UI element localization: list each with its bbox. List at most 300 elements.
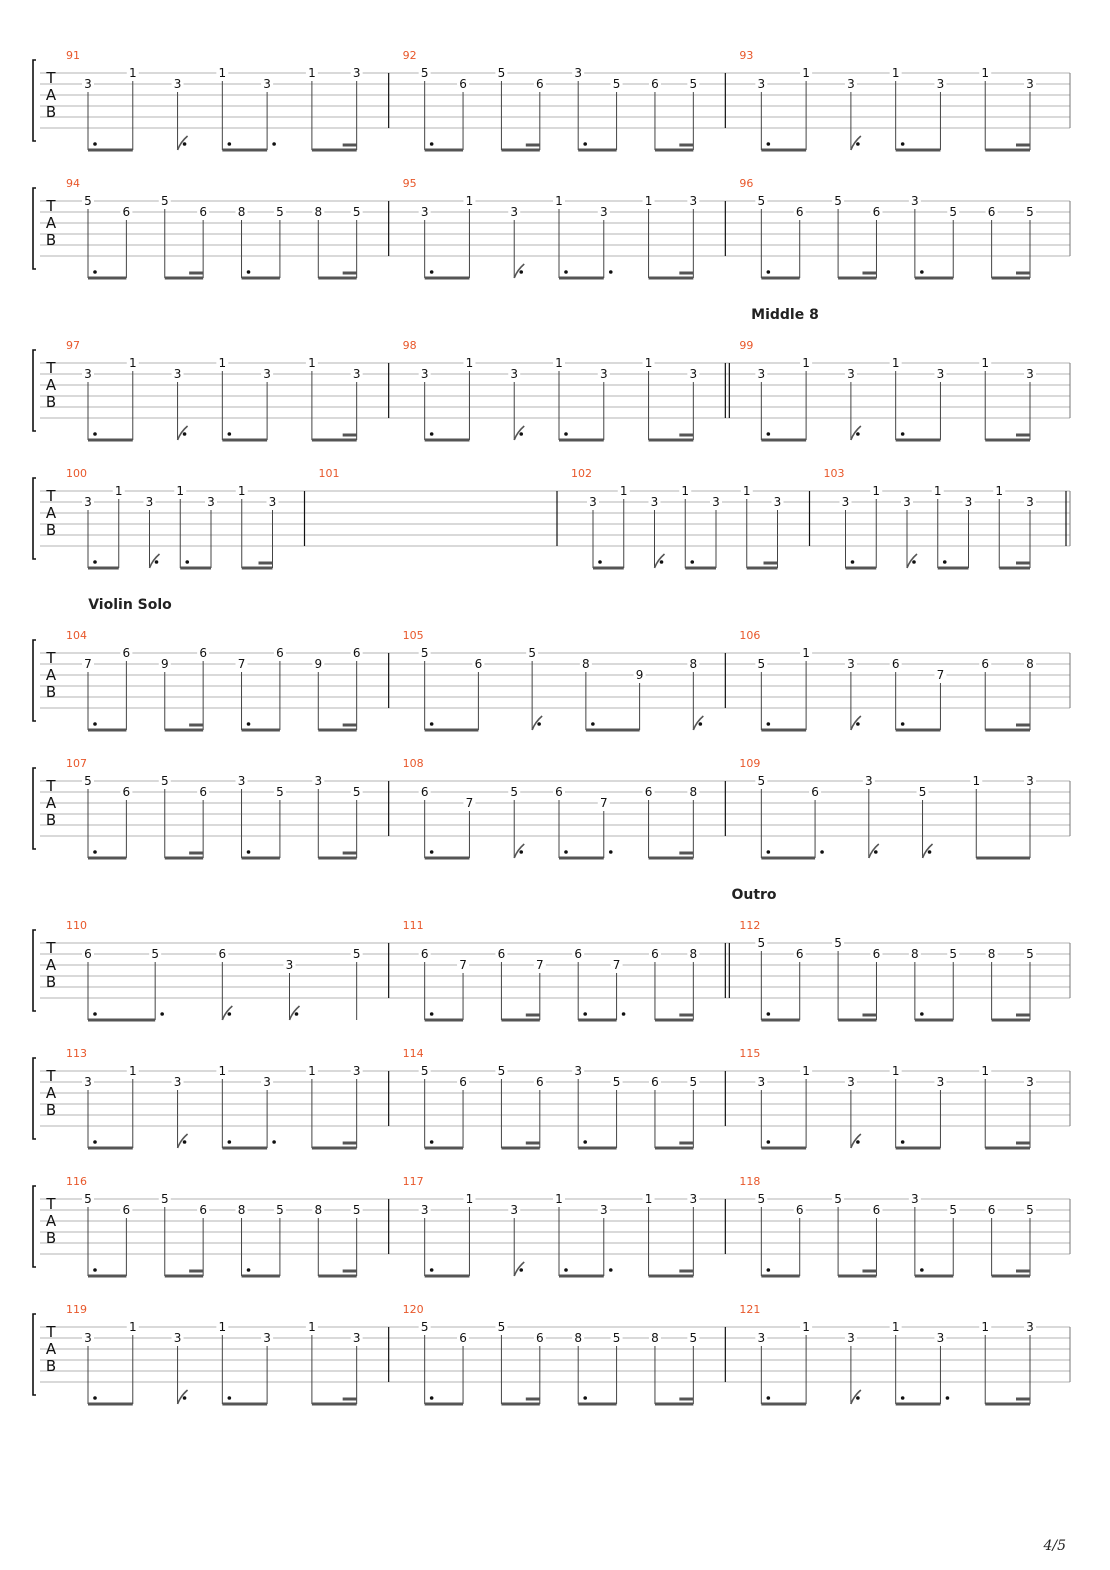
- fret-number: 3: [599, 205, 608, 219]
- rhythm-dot: [856, 1396, 860, 1400]
- tab-clef-letter: T: [46, 69, 56, 87]
- fret-number: 5: [1026, 205, 1034, 219]
- rhythm-dot: [183, 1396, 187, 1400]
- fret-number: 3: [352, 1331, 361, 1345]
- fret-number: 1: [802, 646, 810, 660]
- fret-number: 1: [981, 1320, 990, 1334]
- fret-number: 6: [987, 1203, 996, 1217]
- rhythm-dot: [519, 270, 523, 274]
- rhythm-dot: [767, 1396, 771, 1400]
- tab-clef-letter: T: [46, 1195, 56, 1213]
- note-flag: [869, 844, 879, 858]
- rhythm-dot: [430, 1268, 434, 1272]
- fret-number: 1: [465, 1192, 474, 1206]
- measure-number: 97: [66, 339, 80, 352]
- rhythm-dot: [583, 1012, 587, 1016]
- fret-number: 6: [122, 785, 131, 799]
- tab-clef-letter: B: [45, 231, 57, 249]
- fret-number: 3: [84, 1331, 92, 1345]
- measure-number: 101: [318, 467, 340, 480]
- measure-number: 91: [66, 49, 80, 62]
- fret-number: 6: [474, 657, 483, 671]
- rhythm-dot: [247, 1268, 251, 1272]
- fret-number: 1: [555, 194, 563, 208]
- fret-number: 1: [308, 356, 316, 370]
- fret-number: 5: [510, 785, 519, 799]
- tab-clef-letter: B: [45, 811, 57, 829]
- rhythm-dot: [93, 1140, 97, 1144]
- rhythm-dot: [699, 722, 703, 726]
- measure-number: 117: [402, 1175, 424, 1188]
- fret-number: 5: [352, 785, 361, 799]
- rhythm-dot: [564, 270, 568, 274]
- rhythm-dot: [901, 722, 905, 726]
- fret-number: 6: [574, 947, 583, 961]
- fret-number: 7: [465, 796, 474, 810]
- note-flag: [514, 426, 524, 440]
- fret-number: 1: [619, 484, 628, 498]
- fret-number: 1: [644, 356, 653, 370]
- tab-clef-letter: A: [45, 666, 57, 684]
- fret-number: 1: [555, 1192, 563, 1206]
- rhythm-dot: [609, 1268, 613, 1272]
- tab-clef-letter: T: [46, 359, 56, 377]
- system-3-bracket: [33, 350, 36, 431]
- fret-number: 3: [847, 1075, 855, 1089]
- tab-clef-letter: A: [45, 376, 57, 394]
- rhythm-dot: [247, 270, 251, 274]
- system-7-bracket: [33, 930, 36, 1011]
- fret-number: 3: [420, 205, 429, 219]
- fret-number: 3: [237, 774, 246, 788]
- fret-number: 8: [314, 1203, 323, 1217]
- fret-number: 1: [933, 484, 942, 498]
- fret-number: 6: [795, 1203, 804, 1217]
- note-flag: [851, 716, 861, 730]
- rhythm-dot: [183, 142, 187, 146]
- rhythm-dot: [93, 270, 97, 274]
- rhythm-dot: [93, 722, 97, 726]
- fret-number: 5: [1026, 1203, 1034, 1217]
- fret-number: 8: [582, 657, 590, 671]
- measure-number: 116: [66, 1175, 87, 1188]
- fret-number: 1: [218, 1320, 227, 1334]
- fret-number: 1: [128, 1320, 137, 1334]
- fret-number: 3: [757, 1331, 766, 1345]
- fret-number: 6: [420, 947, 429, 961]
- fret-number: 6: [122, 646, 131, 660]
- fret-number: 6: [535, 77, 544, 91]
- system-9-bracket: [33, 1186, 36, 1267]
- fret-number: 6: [987, 205, 996, 219]
- measure-number: 106: [739, 629, 761, 642]
- fret-number: 1: [981, 356, 990, 370]
- rhythm-dot: [519, 1268, 523, 1272]
- tab-clef-letter: T: [46, 197, 56, 215]
- fret-number: 5: [689, 77, 698, 91]
- rhythm-dot: [93, 560, 97, 564]
- measure-number: 105: [402, 629, 424, 642]
- note-flag: [851, 1390, 861, 1404]
- fret-number: 3: [911, 194, 919, 208]
- fret-number: 6: [811, 785, 819, 799]
- fret-number: 1: [742, 484, 751, 498]
- note-flag: [851, 1134, 861, 1148]
- fret-number: 3: [757, 1075, 766, 1089]
- rhythm-dot: [272, 1140, 276, 1144]
- fret-number: 8: [689, 947, 698, 961]
- fret-number: 3: [314, 774, 323, 788]
- rhythm-dot: [564, 850, 568, 854]
- fret-number: 3: [599, 1203, 608, 1217]
- rhythm-dot: [93, 1396, 97, 1400]
- rhythm-dot: [430, 142, 434, 146]
- tab-clef-letter: B: [45, 1229, 57, 1247]
- fret-number: 1: [995, 484, 1004, 498]
- fret-number: 6: [199, 205, 207, 219]
- fret-number: 3: [847, 657, 855, 671]
- rhythm-dot: [93, 1012, 97, 1016]
- rhythm-dot: [609, 850, 613, 854]
- fret-number: 3: [173, 1331, 182, 1345]
- fret-number: 3: [84, 1075, 92, 1089]
- rhythm-dot: [767, 432, 771, 436]
- fret-number: 6: [199, 785, 207, 799]
- page-number: 4/5: [1043, 1538, 1066, 1554]
- fret-number: 1: [218, 356, 227, 370]
- fret-number: 8: [237, 1203, 246, 1217]
- rhythm-dot: [185, 560, 189, 564]
- fret-number: 1: [872, 484, 881, 498]
- fret-number: 5: [949, 1203, 958, 1217]
- fret-number: 5: [757, 936, 766, 950]
- fret-number: 3: [510, 1203, 519, 1217]
- fret-number: 5: [84, 194, 92, 208]
- section-label: Middle 8: [751, 307, 819, 323]
- section-label: Outro: [731, 887, 777, 903]
- note-flag: [514, 264, 524, 278]
- rhythm-dot: [430, 432, 434, 436]
- tab-clef-letter: T: [46, 487, 56, 505]
- fret-number: 5: [276, 785, 284, 799]
- rhythm-dot: [767, 1140, 771, 1144]
- note-flag: [178, 426, 188, 440]
- fret-number: 6: [497, 947, 506, 961]
- fret-number: 6: [795, 205, 804, 219]
- fret-number: 3: [173, 367, 182, 381]
- rhythm-dot: [183, 1140, 187, 1144]
- fret-number: 5: [84, 774, 92, 788]
- measure-number: 113: [66, 1047, 87, 1060]
- tab-clef-letter: A: [45, 504, 57, 522]
- tab-clef-letter: A: [45, 214, 57, 232]
- tab-clef-letter: A: [45, 1340, 57, 1358]
- fret-number: 3: [847, 77, 855, 91]
- fret-number: 1: [802, 1064, 810, 1078]
- fret-number: 3: [84, 77, 92, 91]
- rhythm-dot: [598, 560, 602, 564]
- fret-number: 5: [1026, 947, 1034, 961]
- rhythm-dot: [901, 1140, 905, 1144]
- note-flag: [693, 716, 703, 730]
- system-2-bracket: [33, 188, 36, 269]
- rhythm-dot: [901, 432, 905, 436]
- fret-number: 3: [757, 367, 766, 381]
- note-flag: [655, 554, 665, 568]
- fret-number: 3: [1026, 77, 1034, 91]
- measure-number: 111: [402, 919, 424, 932]
- fret-number: 3: [936, 77, 945, 91]
- note-flag: [514, 844, 524, 858]
- rhythm-dot: [851, 560, 855, 564]
- fret-number: 6: [122, 1203, 131, 1217]
- fret-number: 6: [199, 1203, 207, 1217]
- measure-number: 121: [739, 1303, 761, 1316]
- fret-number: 5: [420, 1320, 429, 1334]
- fret-number: 6: [84, 947, 92, 961]
- fret-number: 1: [465, 194, 474, 208]
- rhythm-dot: [901, 142, 905, 146]
- rhythm-dot: [228, 142, 232, 146]
- measure-number: 114: [402, 1047, 424, 1060]
- fret-number: 5: [528, 646, 536, 660]
- fret-number: 5: [612, 1075, 621, 1089]
- fret-number: 9: [160, 657, 169, 671]
- fret-number: 6: [199, 646, 207, 660]
- fret-number: 5: [834, 1192, 842, 1206]
- measure-number: 110: [66, 919, 87, 932]
- measure-number: 98: [402, 339, 417, 352]
- fret-number: 5: [160, 194, 169, 208]
- fret-number: 1: [218, 1064, 227, 1078]
- rhythm-dot: [93, 432, 97, 436]
- note-flag: [851, 136, 861, 150]
- fret-number: 3: [352, 1064, 361, 1078]
- fret-number: 6: [459, 1075, 467, 1089]
- rhythm-dot: [874, 850, 878, 854]
- rhythm-dot: [537, 722, 541, 726]
- fret-number: 5: [276, 205, 284, 219]
- fret-number: 8: [237, 205, 246, 219]
- rhythm-dot: [856, 142, 860, 146]
- fret-number: 5: [612, 1331, 621, 1345]
- fret-number: 3: [689, 1192, 698, 1206]
- rhythm-dot: [767, 850, 771, 854]
- rhythm-dot: [583, 1396, 587, 1400]
- rhythm-dot: [519, 850, 523, 854]
- tab-clef-letter: B: [45, 973, 57, 991]
- fret-number: 3: [589, 495, 597, 509]
- fret-number: 8: [987, 947, 996, 961]
- fret-number: 3: [911, 1192, 919, 1206]
- fret-number: 1: [114, 484, 123, 498]
- rhythm-dot: [228, 1012, 232, 1016]
- fret-number: 5: [276, 1203, 284, 1217]
- rhythm-dot: [430, 270, 434, 274]
- fret-number: 1: [891, 356, 900, 370]
- measure-number: 107: [66, 757, 87, 770]
- fret-number: 1: [681, 484, 690, 498]
- system-1-bracket: [33, 60, 36, 141]
- rhythm-dot: [564, 432, 568, 436]
- fret-number: 3: [263, 1331, 271, 1345]
- fret-number: 7: [612, 958, 621, 972]
- fret-number: 5: [918, 785, 927, 799]
- fret-number: 6: [459, 1331, 467, 1345]
- tab-clef-letter: T: [46, 649, 56, 667]
- rhythm-dot: [946, 1396, 950, 1400]
- fret-number: 6: [651, 947, 659, 961]
- fret-number: 3: [352, 66, 361, 80]
- rhythm-dot: [93, 850, 97, 854]
- tab-clef-letter: T: [46, 1067, 56, 1085]
- rhythm-dot: [430, 1140, 434, 1144]
- fret-number: 5: [420, 66, 429, 80]
- measure-number: 118: [739, 1175, 761, 1188]
- rhythm-dot: [519, 432, 523, 436]
- fret-number: 7: [459, 958, 467, 972]
- measure-number: 112: [739, 919, 761, 932]
- fret-number: 8: [574, 1331, 583, 1345]
- rhythm-dot: [228, 1396, 232, 1400]
- fret-number: 8: [689, 785, 698, 799]
- fret-number: 1: [644, 194, 653, 208]
- measure-number: 103: [823, 467, 845, 480]
- fret-number: 1: [644, 1192, 653, 1206]
- rhythm-dot: [856, 1140, 860, 1144]
- fret-number: 1: [176, 484, 185, 498]
- note-flag: [178, 1390, 188, 1404]
- tab-clef-letter: A: [45, 956, 57, 974]
- fret-number: 1: [308, 1064, 316, 1078]
- fret-number: 6: [218, 947, 227, 961]
- fret-number: 3: [510, 205, 519, 219]
- fret-number: 6: [352, 646, 361, 660]
- fret-number: 3: [510, 367, 519, 381]
- fret-number: 5: [160, 774, 169, 788]
- rhythm-dot: [93, 1268, 97, 1272]
- fret-number: 1: [802, 66, 810, 80]
- note-flag: [923, 844, 933, 858]
- fret-number: 1: [237, 484, 246, 498]
- fret-number: 1: [128, 66, 137, 80]
- rhythm-dot: [583, 1140, 587, 1144]
- fret-number: 3: [352, 367, 361, 381]
- fret-number: 3: [712, 495, 720, 509]
- fret-number: 8: [689, 657, 698, 671]
- tab-clef-letter: B: [45, 521, 57, 539]
- tab-clef-letter: T: [46, 777, 56, 795]
- measure-number: 100: [66, 467, 87, 480]
- rhythm-dot: [820, 850, 824, 854]
- fret-number: 3: [1026, 1320, 1034, 1334]
- rhythm-dot: [583, 142, 587, 146]
- fret-number: 3: [574, 1064, 583, 1078]
- fret-number: 6: [981, 657, 990, 671]
- fret-number: 5: [84, 1192, 92, 1206]
- fret-number: 1: [802, 356, 810, 370]
- fret-number: 5: [352, 1203, 361, 1217]
- rhythm-dot: [228, 1140, 232, 1144]
- rhythm-dot: [247, 850, 251, 854]
- rhythm-dot: [430, 1396, 434, 1400]
- rhythm-dot: [228, 432, 232, 436]
- fret-number: 3: [420, 367, 429, 381]
- rhythm-dot: [155, 560, 159, 564]
- rhythm-dot: [272, 142, 276, 146]
- note-flag: [907, 554, 917, 568]
- fret-number: 3: [1026, 367, 1034, 381]
- fret-number: 3: [773, 495, 782, 509]
- fret-number: 7: [936, 668, 945, 682]
- fret-number: 8: [651, 1331, 659, 1345]
- rhythm-dot: [430, 850, 434, 854]
- measure-number: 102: [571, 467, 592, 480]
- fret-number: 6: [644, 785, 653, 799]
- rhythm-dot: [920, 1268, 924, 1272]
- fret-number: 6: [276, 646, 284, 660]
- measure-number: 115: [739, 1047, 761, 1060]
- fret-number: 5: [757, 774, 766, 788]
- fret-number: 5: [757, 657, 766, 671]
- fret-number: 5: [497, 1320, 506, 1334]
- fret-number: 3: [936, 367, 945, 381]
- fret-number: 5: [151, 947, 159, 961]
- rhythm-dot: [767, 722, 771, 726]
- fret-number: 3: [689, 367, 698, 381]
- measure-number: 96: [739, 177, 754, 190]
- fret-number: 3: [145, 495, 154, 509]
- fret-number: 6: [555, 785, 563, 799]
- fret-number: 1: [891, 1064, 900, 1078]
- rhythm-dot: [430, 722, 434, 726]
- fret-number: 3: [84, 367, 92, 381]
- fret-number: 5: [497, 66, 506, 80]
- fret-number: 1: [555, 356, 563, 370]
- tab-clef-letter: B: [45, 393, 57, 411]
- fret-number: 3: [936, 1075, 945, 1089]
- rhythm-dot: [856, 722, 860, 726]
- note-flag: [222, 1006, 232, 1020]
- fret-number: 6: [535, 1075, 544, 1089]
- system-8-bracket: [33, 1058, 36, 1139]
- fret-number: 1: [465, 356, 474, 370]
- fret-number: 3: [84, 495, 92, 509]
- fret-number: 9: [635, 668, 644, 682]
- fret-number: 6: [651, 1075, 659, 1089]
- fret-number: 6: [122, 205, 131, 219]
- fret-number: 3: [420, 1203, 429, 1217]
- measure-number: 104: [66, 629, 87, 642]
- system-5-bracket: [33, 640, 36, 721]
- fret-number: 9: [314, 657, 323, 671]
- fret-number: 6: [535, 1331, 544, 1345]
- fret-number: 6: [651, 77, 659, 91]
- rhythm-dot: [609, 270, 613, 274]
- fret-number: 8: [1026, 657, 1034, 671]
- fret-number: 5: [160, 1192, 169, 1206]
- fret-number: 3: [864, 774, 873, 788]
- tab-clef-letter: T: [46, 1323, 56, 1341]
- tab-clef-letter: B: [45, 683, 57, 701]
- tab-clef-letter: B: [45, 103, 57, 121]
- fret-number: 1: [981, 66, 990, 80]
- measure-number: 120: [402, 1303, 424, 1316]
- rhythm-dot: [767, 1012, 771, 1016]
- section-label: Violin Solo: [88, 597, 172, 613]
- fret-number: 3: [173, 77, 182, 91]
- fret-number: 5: [834, 936, 842, 950]
